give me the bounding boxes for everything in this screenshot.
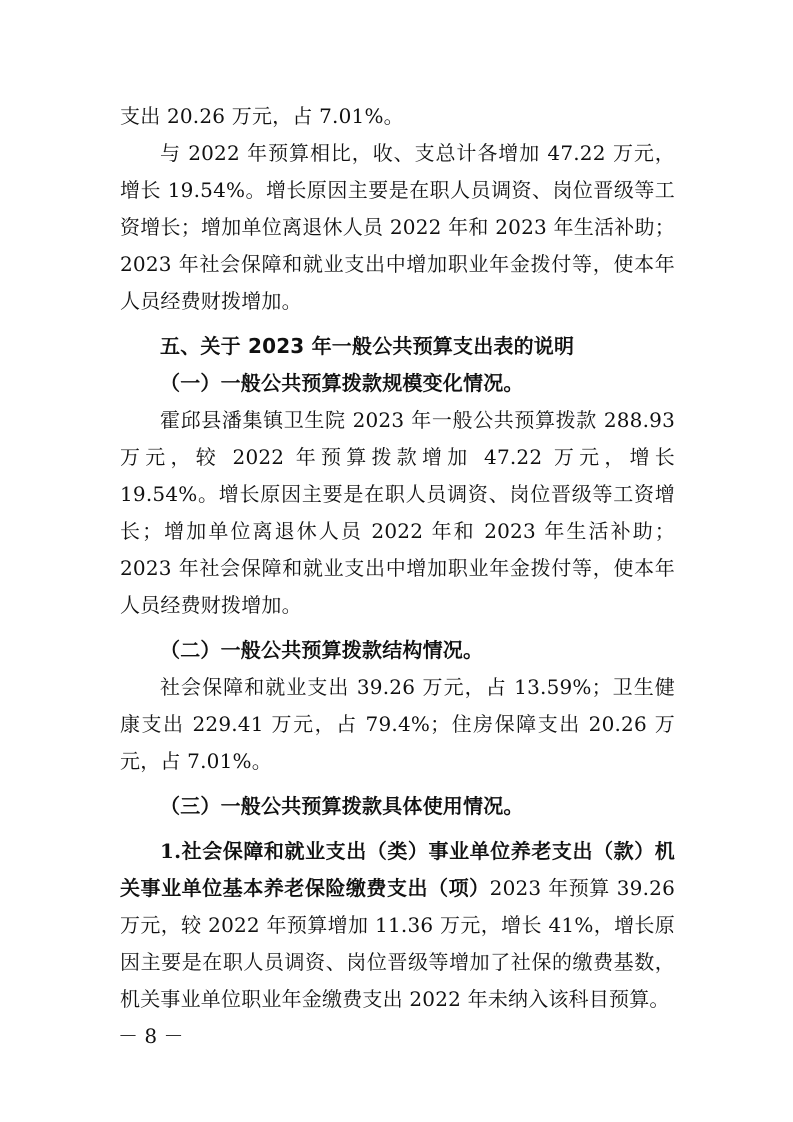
subsection-one-title: （一）一般公共预算拨款规模变化情况。 <box>160 371 524 395</box>
paragraph-continuation: 支出 20.26 万元，占 7.01%。 <box>120 104 404 128</box>
subsection-two-title: （二）一般公共预算拨款结构情况。 <box>160 638 484 662</box>
document-body <box>120 98 675 1018</box>
subsection-three-title: （三）一般公共预算拨款具体使用情况。 <box>160 794 524 818</box>
section-five-title: 五、关于 2023 年一般公共预算支出表的说明 <box>160 334 575 358</box>
item-one-heading: 1.社会保障和就业支出（类）事业单位养老支出（款）机关事业单位基本养老保险缴费支出（项） <box>120 839 675 900</box>
paragraph-scale-change: 霍邱县潘集镇卫生院 2023 年一般公共预算拨款 288.93 万元，较 2022 年预算拨款增加 47.22 万元，增长 19.54%。增长原因主要是在职人员调资、岗位晋级等工资增长；增加单位离退休人员 2022 年和 2023 年生活补助；2023 年社会保障和就业支出中增加职业年金拨付等，使本年人员经费财拨增加。 <box>120 408 675 617</box>
item-one-text: 2023 年预算 39.26 万元，较 2022 年预算增加 11.36 万元，增长 41%，增长原因主要是在职人员调资、岗位晋级等增加了社保的缴费基数，机关事业单位职业年金缴费支出 2022 年未纳入该科目预算。 <box>120 876 675 1011</box>
paragraph-budget-comparison: 与 2022 年预算相比，收、支总计各增加 47.22 万元，增长 19.54%。增长原因主要是在职人员调资、岗位晋级等工资增长；增加单位离退休人员 2022 年和 2023 年生活补助；2023 年社会保障和就业支出中增加职业年金拨付等，使本年人员经费财拨增加。 <box>120 141 675 313</box>
page-number: － 8 － <box>118 1024 184 1048</box>
paragraph-specific-use <box>120 833 675 1018</box>
paragraph-structure: 社会保障和就业支出 39.26 万元，占 13.59%；卫生健康支出 229.41 万元，占 79.4%；住房保障支出 20.26 万元，占 7.01%。 <box>120 675 675 773</box>
